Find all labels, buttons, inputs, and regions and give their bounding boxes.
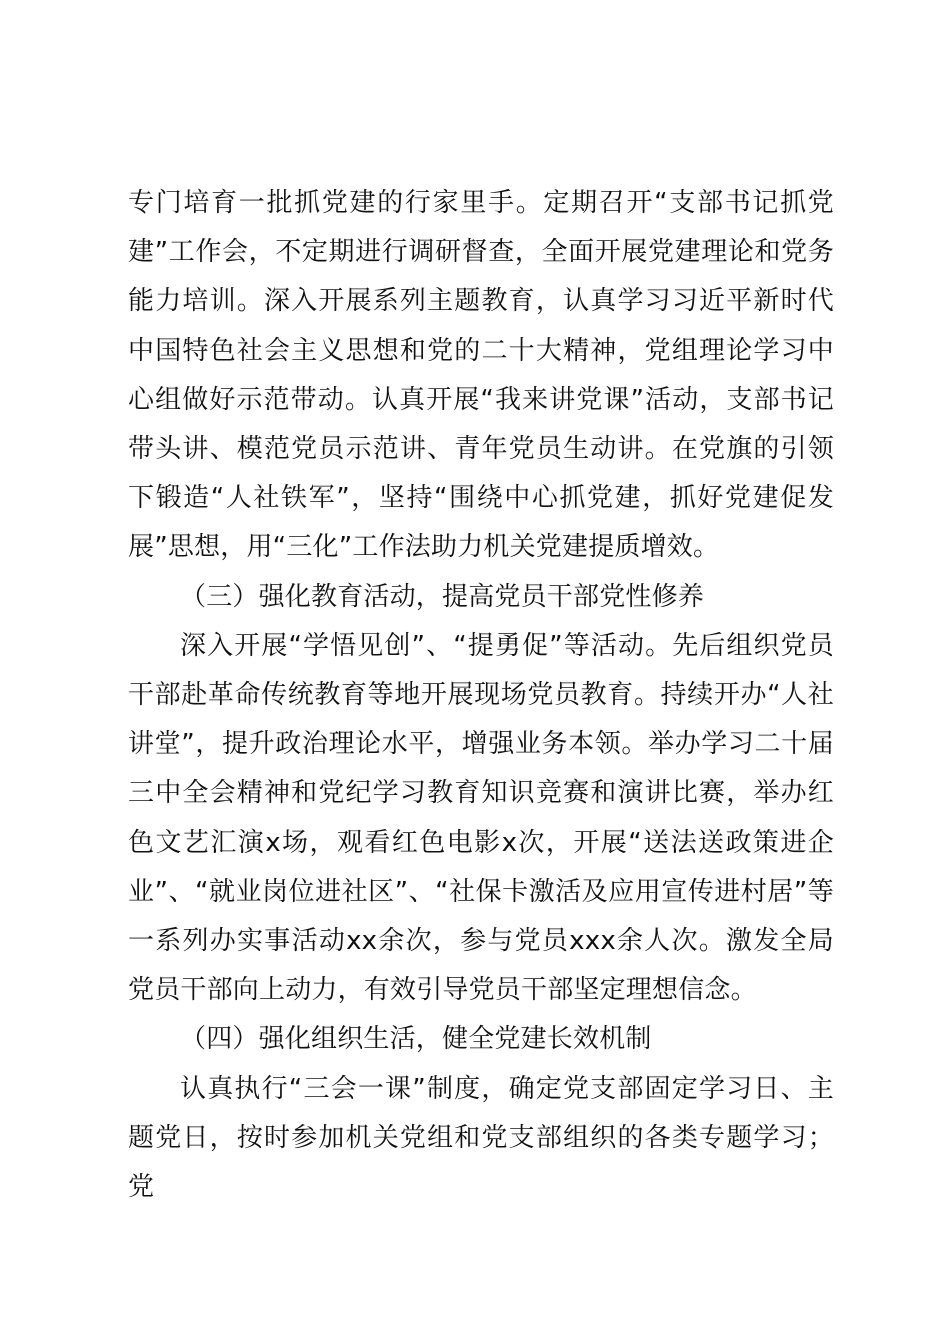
document-body — [128, 179, 834, 1212]
section-heading-education-activities: （三）强化教育活动，提高党员干部党性修养 — [180, 581, 705, 612]
paragraph-party-building-training: 专门培育一批抓党建的行家里手。定期召开“支部书记抓党建”工作会，不定期进行调研督查，全面开展党建理论和党务能力培训。深入开展系列主题教育，认真学习习近平新时代中国特色社会主义思想和党的二十大精神，党组理论学习中心组做好示范带动。认真开展“我来讲党课”活动，支部书记带头讲、模范党员示范讲、青年党员生动讲。在党旗的引领下锻造“人社铁军”，坚持“围绕中心抓党建，抓好党建促发展”思想，用“三化”工作法助力机关党建提质增效。 — [128, 188, 834, 563]
paragraph-education-activities: 深入开展“学悟见创”、“提勇促”等活动。先后组织党员干部赴革命传统教育等地开展现场党员教育。持续开办“人社讲堂”，提升政治理论水平，增强业务本领。举办学习二十届三中全会精神和党纪学习教育知识竞赛和演讲比赛，举办红色文艺汇演x场，观看红色电影x次，开展“送法送政策进企业”、“就业岗位进社区”、“社保卡激活及应用宣传进村居”等一系列办实事活动xx余次，参与党员xxx余人次。激发全局党员干部向上动力，有效引导党员干部坚定理想信念。 — [128, 630, 834, 1006]
section-heading-organizational-life: （四）强化组织生活，健全党建长效机制 — [180, 1024, 652, 1055]
paragraph-organizational-life: 认真执行“三会一课”制度，确定党支部固定学习日、主题党日，按时参加机关党组和党支部组织的各类专题学习；党 — [128, 1073, 834, 1203]
